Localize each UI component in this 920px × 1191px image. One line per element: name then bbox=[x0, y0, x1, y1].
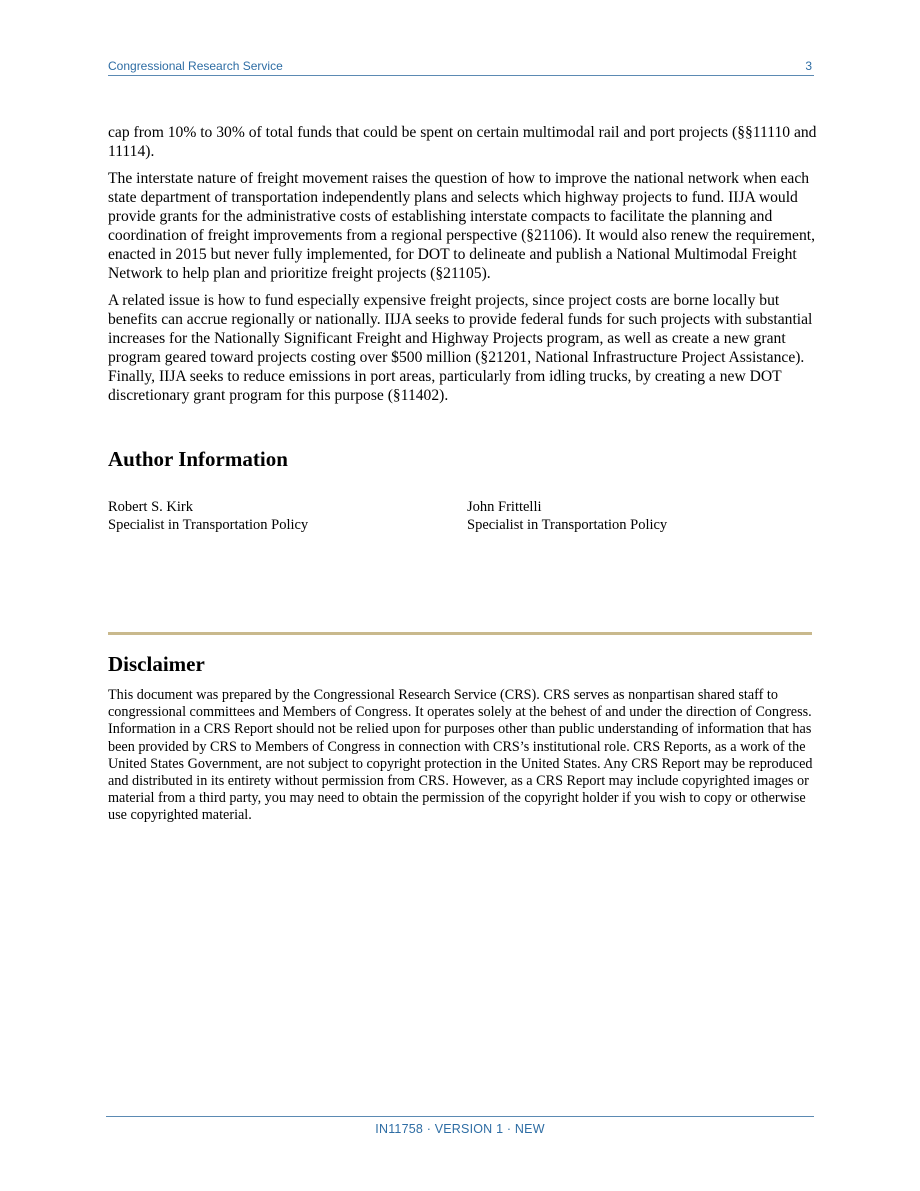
author-information-heading: Author Information bbox=[108, 447, 288, 471]
paragraph: cap from 10% to 30% of total funds that could be spent on certain multimodal rail and port projects (§§11110 and 11114). bbox=[108, 124, 817, 160]
paragraph: The interstate nature of freight movement raises the question of how to improve the national network when each state department of transportation independently plans and selects which highway projects to fund. IIJA would provide grants for the administrative costs of establishing interstate compacts to facilitate the planning and coordination of freight improvements from a regional perspective (§21106). It would also renew the requirement, enacted in 2015 but never fully implemented, for DOT to delineate and publish a National Multimodal Freight Network to help plan and prioritize freight projects (§21105). bbox=[108, 170, 815, 282]
author-card bbox=[467, 499, 667, 534]
author-card bbox=[108, 499, 308, 534]
page-header bbox=[108, 58, 814, 76]
author-name: John Frittelli bbox=[467, 499, 542, 515]
author-title: Specialist in Transportation Policy bbox=[108, 516, 309, 533]
paragraph: A related issue is how to fund especially expensive freight projects, since project costs are borne locally but benefits can accrue regionally or nationally. IIJA seeks to provide federal funds for such projects with substantial increases for the Nationally Significant Freight and Highway Projects program, as well as create a new grant program geared toward projects costing over $500 million (§21201, National Infrastructure Project Assistance). Finally, IIJA seeks to reduce emissions in port areas, particularly from idling trucks, by creating a new DOT discretionary grant program for this purpose (§11402). bbox=[108, 292, 813, 404]
author-title: Specialist in Transportation Policy bbox=[467, 516, 668, 533]
header-title: Congressional Research Service bbox=[108, 59, 283, 73]
disclaimer-text: This document was prepared by the Congressional Research Service (CRS). CRS serves as nonpartisan shared staff to congressional committees and Members of Congress. It operates solely at the behest of and under the direction of Congress. Information in a CRS Report should not be relied upon for purposes other than public understanding of information that has been provided by CRS to Members of Congress in connection with CRS’s institutional role. CRS Reports, as a work of the United States Government, are not subject to copyright protection in the United States. Any CRS Report may be reproduced and distributed in its entirety without permission from CRS. However, as a CRS Report may include copyrighted images or material from a third party, you may need to obtain the permission of the copyright holder if you wish to copy or otherwise use copyrighted material. bbox=[108, 687, 813, 824]
body-text bbox=[108, 123, 818, 413]
disclaimer-divider bbox=[108, 632, 812, 635]
page-number: 3 bbox=[805, 59, 812, 73]
page-footer: IN11758 · VERSION 1 · NEW bbox=[106, 1116, 814, 1136]
disclaimer-heading: Disclaimer bbox=[108, 652, 205, 676]
author-name: Robert S. Kirk bbox=[108, 499, 193, 515]
